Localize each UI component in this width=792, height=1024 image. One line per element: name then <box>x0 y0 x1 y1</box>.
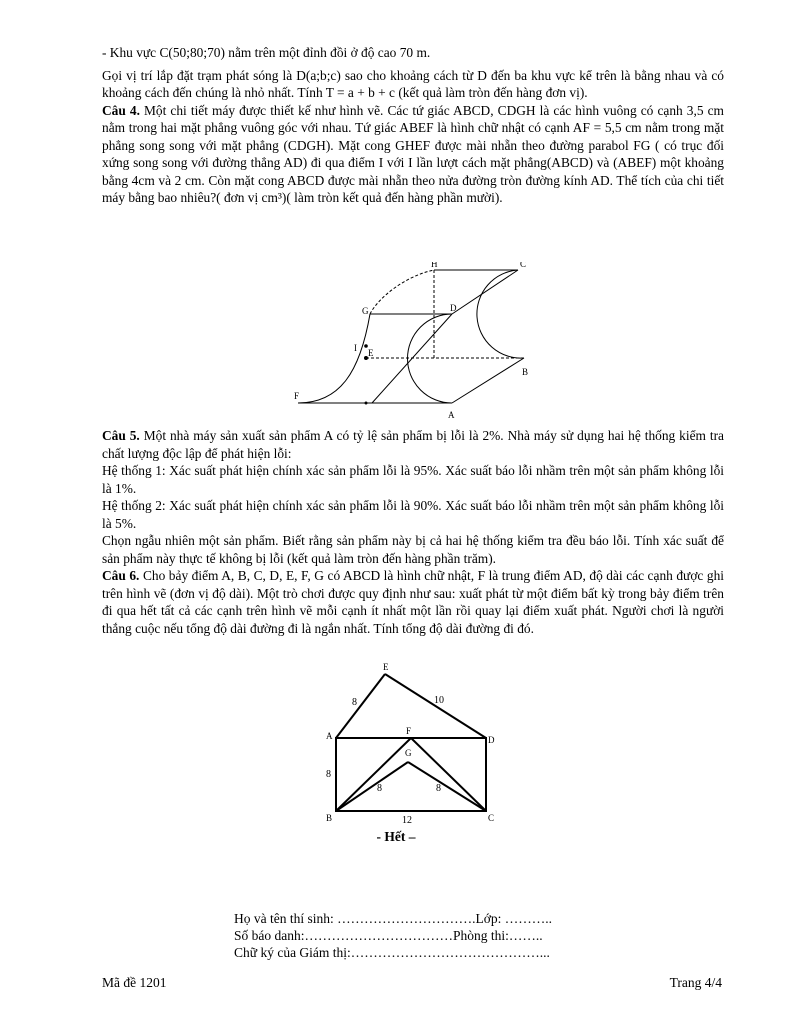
point-g: G <box>405 748 412 758</box>
point-f: F <box>406 726 412 736</box>
system-1: Hệ thống 1: Xác suất phát hiện chính xác sản phẩm lỗi là 95%. Xác suất báo lỗi nhầm trên một sản phẩm không lỗi là 1%. <box>102 463 724 496</box>
edge-ab-length: 8 <box>326 769 331 780</box>
area-c-line: - Khu vực C(50;80;70) nằm trên một đỉnh đồi ở độ cao 70 m. <box>102 45 431 60</box>
end-mark: - Hết – <box>376 829 416 844</box>
question-6 <box>102 567 724 637</box>
lower-content <box>102 427 724 637</box>
label-b: B <box>522 367 529 377</box>
question-4-text: Một chi tiết máy được thiết kế như hình vẽ. Các tứ giác ABCD, CDGH là các hình vuông có cạnh 3,5 cm nằm trong hai mặt phẳng vuông góc với nhau. Tứ giác ABEF là hình chữ nhật có cạnh AF = 5,5 cm nằm trong mặt phẳng song song với mặt phẳng (CDGH). Mặt cong GHEF được mài nhẵn theo đường parabol FG ( có trục đối xứng song song với đường thẳng AD) đi qua điểm I với I lần lượt cách mặt phẳng(ABCD) và (ABEF) một khoảng bằng 4cm và 2 cm. Còn mặt cong ABCD được mài nhẵn theo nửa đường tròn đường kính AD. Thể tích của chi tiết máy bằng bao nhiêu?( đơn vị cm³)( làm tròn kết quả đến hàng phần mười). <box>102 102 724 205</box>
name-field: Họ và tên thí sinh: ………………………….Lớp: ……….. <box>234 911 553 926</box>
machine-part-figure <box>290 262 540 418</box>
base-midpoint-dot <box>365 402 368 405</box>
page-number: Trang 4/4 <box>669 975 722 990</box>
question-5-text: Một nhà máy sản xuất sản phẩm A có tỷ lệ sản phẩm bị lỗi là 2%. Nhà máy sử dụng hai hệ thống kiểm tra chất lượng độc lập để phát hiện lỗi: <box>102 428 724 461</box>
label-i: I <box>354 343 357 353</box>
label-c: C <box>520 262 527 269</box>
intro-task: Gọi vị trí lắp đặt trạm phát sóng là D(a;b;c) sao cho khoảng cách từ D đến ba khu vực kể trên là bằng nhau và có khoảng cách đến chúng là nhỏ nhất. Tính T = a + b + c (kết quả làm tròn đến hàng đơn vị). <box>102 67 724 100</box>
edge-ae-length: 8 <box>352 697 357 708</box>
signature-field: Chữ ký của Giám thị:……………………………………... <box>234 945 550 960</box>
point-d: D <box>488 735 495 745</box>
question-5 <box>102 427 724 462</box>
edge-gc-length: 8 <box>436 783 441 794</box>
point-c: C <box>488 813 495 823</box>
label-g: G <box>362 306 369 316</box>
label-h: H <box>431 262 438 269</box>
graph-figure <box>318 660 508 826</box>
question-4 <box>102 102 724 207</box>
page-content <box>102 44 724 207</box>
system-2: Hệ thống 2: Xác suất phát hiện chính xác sản phẩm lỗi là 90%. Xác suất báo lỗi nhầm trên một sản phẩm không lỗi là 5%. <box>102 498 724 531</box>
question-5-ask: Chọn ngẫu nhiên một sản phẩm. Biết rằng sản phẩm này bị cả hai hệ thống kiểm tra đều báo lỗi. Tính xác suất để sản phẩm này thực tế không bị lỗi (kết quả làm tròn đến hàng phần trăm). <box>102 533 724 566</box>
point-b: B <box>326 813 333 823</box>
point-a: A <box>326 731 333 741</box>
edge-ed-length: 10 <box>434 695 444 706</box>
edge-bc-length: 12 <box>402 815 412 826</box>
label-f: F <box>294 391 300 401</box>
point-e: E <box>383 662 389 672</box>
label-e: E <box>368 348 374 358</box>
question-5-label: Câu 5. <box>102 428 140 443</box>
id-field: Số báo danh:……………………………Phòng thi:…….. <box>234 928 543 943</box>
edge-bg-length: 8 <box>377 783 382 794</box>
question-4-label: Câu 4. <box>102 102 140 118</box>
question-6-text: Cho bảy điểm A, B, C, D, E, F, G có ABCD là hình chữ nhật, F là trung điểm AD, độ dài các cạnh được ghi trên hình vẽ (đơn vị độ dài). Một trò chơi được quy định như sau: xuất phát từ một điểm bất kỳ trong bảy điểm trên đi qua hết tất cả các cạnh trên hình vẽ mỗi cạnh ít nhất một lần rồi quay lại điểm xuất phát. Người chơi là người thắng cuộc nếu tổng độ dài đường đi là ngắn nhất. Tính tổng độ dài đường đi đó. <box>102 568 724 636</box>
label-d: D <box>450 303 457 313</box>
label-a: A <box>448 410 455 418</box>
candidate-info <box>234 910 634 961</box>
question-6-label: Câu 6. <box>102 568 140 583</box>
exam-code: Mã đề 1201 <box>102 975 167 990</box>
